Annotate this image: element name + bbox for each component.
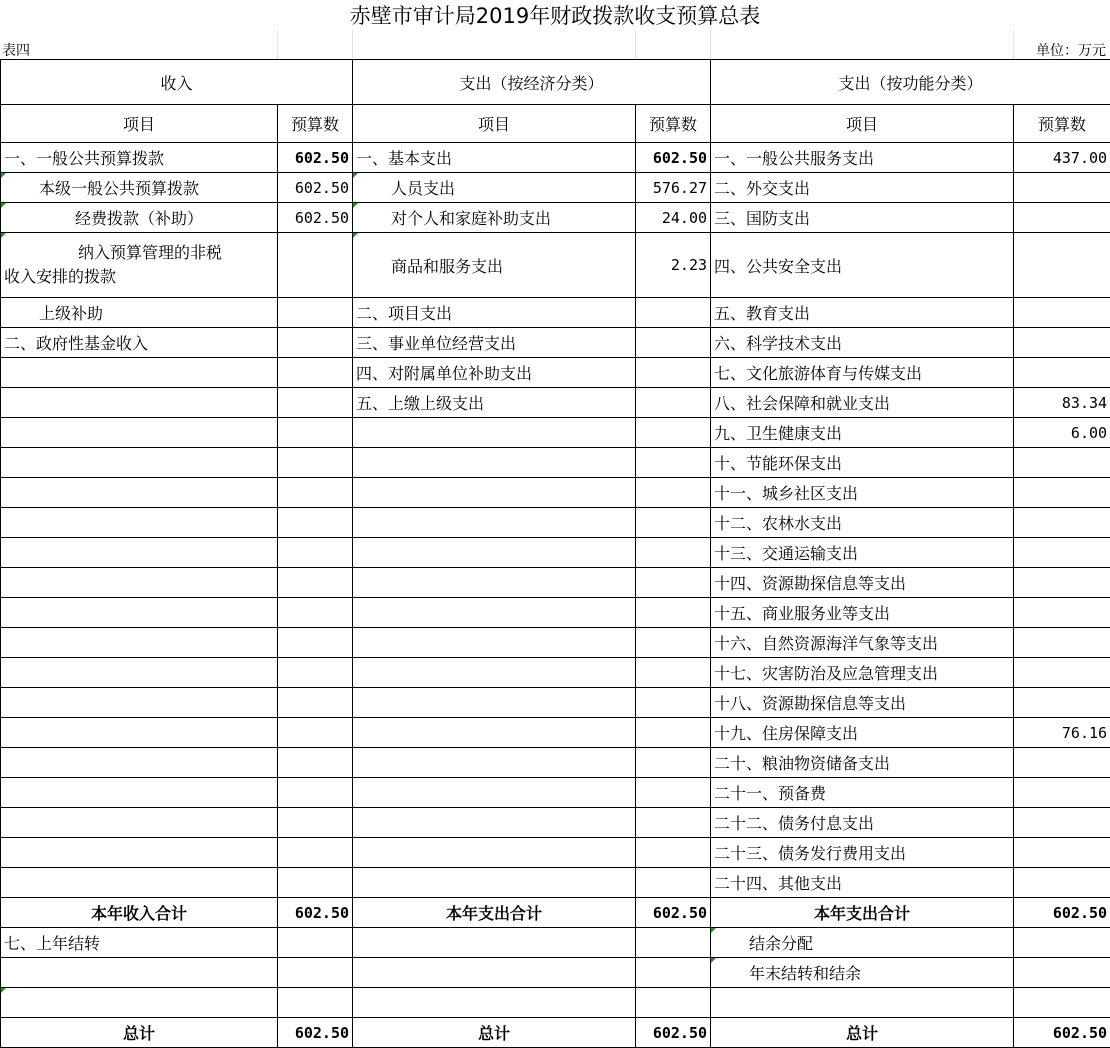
column-header-row bbox=[1, 105, 1110, 143]
income-amount-cell bbox=[278, 928, 353, 958]
func-item-cell: 一、一般公共服务支出 bbox=[711, 143, 1014, 173]
table-row bbox=[1, 688, 1110, 718]
income-item-cell: 纳入预算管理的非税 收入安排的拨款 bbox=[1, 233, 278, 298]
table-row bbox=[1, 988, 1110, 1018]
econ-amount-cell bbox=[636, 448, 711, 478]
income-item-cell bbox=[1, 628, 278, 658]
income-item-cell bbox=[1, 478, 278, 508]
report-title: 赤壁市审计局2019年财政拨款收支预算总表 bbox=[0, 0, 1110, 33]
func-amount-cell bbox=[1014, 928, 1110, 958]
econ-item-cell bbox=[353, 568, 636, 598]
table-row bbox=[1, 538, 1110, 568]
func-item-cell: 九、卫生健康支出 bbox=[711, 418, 1014, 448]
econ-item-cell bbox=[353, 988, 636, 1018]
income-item-cell: 本级一般公共预算拨款 bbox=[1, 173, 278, 203]
table-number: 表四 bbox=[2, 33, 30, 59]
func-item-cell: 十六、自然资源海洋气象等支出 bbox=[711, 628, 1014, 658]
func-item-cell: 十三、交通运输支出 bbox=[711, 538, 1014, 568]
func-item-cell: 十一、城乡社区支出 bbox=[711, 478, 1014, 508]
func-amount-cell bbox=[1014, 568, 1110, 598]
table-row bbox=[1, 838, 1110, 868]
table-row bbox=[1, 718, 1110, 748]
income-amount-cell bbox=[278, 868, 353, 898]
income-section-header: 收入 bbox=[1, 60, 353, 105]
econ-item-cell bbox=[353, 928, 636, 958]
func-amount-cell bbox=[1014, 203, 1110, 233]
econ-amount-cell bbox=[636, 418, 711, 448]
func-amount-cell bbox=[1014, 478, 1110, 508]
econ-amount-cell bbox=[636, 298, 711, 328]
func-amount-cell bbox=[1014, 838, 1110, 868]
income-item-cell: 一、一般公共预算拨款 bbox=[1, 143, 278, 173]
econ-item-cell bbox=[353, 808, 636, 838]
econ-item-cell bbox=[353, 718, 636, 748]
econ-amount-cell bbox=[636, 718, 711, 748]
table-row bbox=[1, 928, 1110, 958]
income-amount-cell bbox=[278, 778, 353, 808]
income-amount-cell bbox=[278, 688, 353, 718]
income-item-cell bbox=[1, 598, 278, 628]
income-item-cell bbox=[1, 778, 278, 808]
func-amount-cell bbox=[1014, 868, 1110, 898]
income-item-cell: 七、上年结转 bbox=[1, 928, 278, 958]
table-row bbox=[1, 418, 1110, 448]
func-item-cell: 十七、灾害防治及应急管理支出 bbox=[711, 658, 1014, 688]
econ-amount-cell bbox=[636, 598, 711, 628]
income-item-cell bbox=[1, 718, 278, 748]
income-amount-cell bbox=[278, 988, 353, 1018]
income-item-cell bbox=[1, 388, 278, 418]
table-row bbox=[1, 898, 1110, 928]
income-item-cell bbox=[1, 448, 278, 478]
func-amount-cell bbox=[1014, 173, 1110, 203]
income-item-cell bbox=[1, 418, 278, 448]
income-amount-cell: 602.50 bbox=[278, 173, 353, 203]
income-item-cell bbox=[1, 658, 278, 688]
func-item-cell bbox=[711, 988, 1014, 1018]
econ-section-header: 支出（按经济分类） bbox=[353, 60, 711, 105]
econ-item-cell bbox=[353, 598, 636, 628]
econ-amount-cell bbox=[636, 838, 711, 868]
income-amount-cell bbox=[278, 598, 353, 628]
table-row bbox=[1, 568, 1110, 598]
econ-item-cell: 三、事业单位经营支出 bbox=[353, 328, 636, 358]
func-amount-cell: 437.00 bbox=[1014, 143, 1110, 173]
table-row bbox=[1, 448, 1110, 478]
econ-item-cell bbox=[353, 748, 636, 778]
income-item-cell bbox=[1, 958, 278, 988]
func-item-cell: 十二、农林水支出 bbox=[711, 508, 1014, 538]
func-item-cell: 二、外交支出 bbox=[711, 173, 1014, 203]
func-item-cell: 十四、资源勘探信息等支出 bbox=[711, 568, 1014, 598]
econ-item-cell bbox=[353, 538, 636, 568]
func-item-cell: 六、科学技术支出 bbox=[711, 328, 1014, 358]
income-item-cell bbox=[1, 508, 278, 538]
income-amount-cell bbox=[278, 448, 353, 478]
income-amount-cell: 602.50 bbox=[278, 203, 353, 233]
income-amount-cell bbox=[278, 958, 353, 988]
income-item-cell bbox=[1, 988, 278, 1018]
econ-item-cell bbox=[353, 508, 636, 538]
func-item-cell: 十、节能环保支出 bbox=[711, 448, 1014, 478]
func-item-cell: 七、文化旅游体育与传媒支出 bbox=[711, 358, 1014, 388]
econ-amount-cell bbox=[636, 988, 711, 1018]
econ-amount-cell: 602.50 bbox=[636, 898, 711, 928]
func-amount-cell bbox=[1014, 748, 1110, 778]
econ-item-cell: 商品和服务支出 bbox=[353, 233, 636, 298]
func-amount-header: 预算数 bbox=[1014, 105, 1110, 143]
func-amount-cell: 6.00 bbox=[1014, 418, 1110, 448]
func-item-cell: 本年支出合计 bbox=[711, 898, 1014, 928]
econ-item-cell: 四、对附属单位补助支出 bbox=[353, 358, 636, 388]
econ-amount-cell bbox=[636, 748, 711, 778]
income-item-cell bbox=[1, 868, 278, 898]
income-amount-cell bbox=[278, 808, 353, 838]
income-item-cell: 经费拨款（补助） bbox=[1, 203, 278, 233]
func-item-cell: 二十、粮油物资储备支出 bbox=[711, 748, 1014, 778]
econ-item-cell bbox=[353, 778, 636, 808]
income-amount-cell bbox=[278, 658, 353, 688]
table-row bbox=[1, 868, 1110, 898]
income-amount-cell bbox=[278, 388, 353, 418]
income-item-header: 项目 bbox=[1, 105, 278, 143]
func-amount-cell bbox=[1014, 448, 1110, 478]
income-amount-cell bbox=[278, 233, 353, 298]
income-amount-header: 预算数 bbox=[278, 105, 353, 143]
func-amount-cell bbox=[1014, 328, 1110, 358]
econ-item-cell bbox=[353, 628, 636, 658]
table-row bbox=[1, 358, 1110, 388]
econ-amount-cell bbox=[636, 508, 711, 538]
table-row bbox=[1, 778, 1110, 808]
func-amount-cell bbox=[1014, 988, 1110, 1018]
income-amount-cell bbox=[278, 298, 353, 328]
func-item-cell: 四、公共安全支出 bbox=[711, 233, 1014, 298]
income-amount-cell: 602.50 bbox=[278, 1018, 353, 1048]
econ-item-cell: 总计 bbox=[353, 1018, 636, 1048]
econ-amount-cell: 576.27 bbox=[636, 173, 711, 203]
func-item-cell: 三、国防支出 bbox=[711, 203, 1014, 233]
income-item-cell: 本年收入合计 bbox=[1, 898, 278, 928]
func-item-header: 项目 bbox=[711, 105, 1014, 143]
income-amount-cell bbox=[278, 358, 353, 388]
econ-amount-cell bbox=[636, 538, 711, 568]
income-item-cell bbox=[1, 358, 278, 388]
table-row bbox=[1, 1018, 1110, 1048]
econ-amount-cell bbox=[636, 388, 711, 418]
econ-item-cell: 本年支出合计 bbox=[353, 898, 636, 928]
func-amount-cell bbox=[1014, 358, 1110, 388]
func-amount-cell: 83.34 bbox=[1014, 388, 1110, 418]
func-item-cell: 二十三、债务发行费用支出 bbox=[711, 838, 1014, 868]
income-amount-cell bbox=[278, 328, 353, 358]
income-item-cell bbox=[1, 538, 278, 568]
table-row bbox=[1, 233, 1110, 298]
income-amount-cell: 602.50 bbox=[278, 898, 353, 928]
econ-amount-cell: 602.50 bbox=[636, 1018, 711, 1048]
func-amount-cell: 76.16 bbox=[1014, 718, 1110, 748]
table-row bbox=[1, 298, 1110, 328]
func-item-cell: 结余分配 bbox=[711, 928, 1014, 958]
income-amount-cell bbox=[278, 838, 353, 868]
econ-amount-cell bbox=[636, 358, 711, 388]
econ-amount-cell bbox=[636, 928, 711, 958]
func-amount-cell bbox=[1014, 508, 1110, 538]
econ-item-cell bbox=[353, 418, 636, 448]
func-item-cell: 二十四、其他支出 bbox=[711, 868, 1014, 898]
table-row bbox=[1, 478, 1110, 508]
table-row bbox=[1, 748, 1110, 778]
table-body bbox=[1, 143, 1110, 1048]
table-row bbox=[1, 328, 1110, 358]
income-item-cell bbox=[1, 688, 278, 718]
table-row bbox=[1, 628, 1110, 658]
table-row bbox=[1, 808, 1110, 838]
income-amount-cell bbox=[278, 628, 353, 658]
econ-amount-header: 预算数 bbox=[636, 105, 711, 143]
func-amount-cell: 602.50 bbox=[1014, 898, 1110, 928]
func-item-cell: 年末结转和结余 bbox=[711, 958, 1014, 988]
econ-amount-cell: 602.50 bbox=[636, 143, 711, 173]
econ-amount-cell: 2.23 bbox=[636, 233, 711, 298]
econ-item-cell bbox=[353, 448, 636, 478]
income-amount-cell bbox=[278, 538, 353, 568]
func-amount-cell bbox=[1014, 808, 1110, 838]
income-item-cell bbox=[1, 568, 278, 598]
econ-item-cell: 对个人和家庭补助支出 bbox=[353, 203, 636, 233]
table-row bbox=[1, 203, 1110, 233]
func-amount-cell bbox=[1014, 778, 1110, 808]
func-item-cell: 二十二、债务付息支出 bbox=[711, 808, 1014, 838]
econ-item-cell: 一、基本支出 bbox=[353, 143, 636, 173]
income-item-cell bbox=[1, 838, 278, 868]
econ-amount-cell bbox=[636, 868, 711, 898]
income-amount-cell bbox=[278, 508, 353, 538]
econ-item-cell bbox=[353, 658, 636, 688]
econ-amount-cell bbox=[636, 568, 711, 598]
income-item-cell bbox=[1, 808, 278, 838]
econ-amount-cell bbox=[636, 688, 711, 718]
func-item-cell: 十五、商业服务业等支出 bbox=[711, 598, 1014, 628]
func-item-cell: 十八、资源勘探信息等支出 bbox=[711, 688, 1014, 718]
income-item-cell bbox=[1, 748, 278, 778]
econ-amount-cell bbox=[636, 958, 711, 988]
budget-table bbox=[0, 59, 1110, 1048]
econ-amount-cell bbox=[636, 808, 711, 838]
func-item-cell: 总计 bbox=[711, 1018, 1014, 1048]
econ-item-cell: 人员支出 bbox=[353, 173, 636, 203]
econ-item-cell: 五、上缴上级支出 bbox=[353, 388, 636, 418]
func-item-cell: 十九、住房保障支出 bbox=[711, 718, 1014, 748]
econ-item-cell bbox=[353, 838, 636, 868]
income-item-cell: 上级补助 bbox=[1, 298, 278, 328]
unit-label: 单位：万元 bbox=[1036, 33, 1106, 59]
econ-amount-cell bbox=[636, 478, 711, 508]
income-amount-cell bbox=[278, 748, 353, 778]
income-amount-cell: 602.50 bbox=[278, 143, 353, 173]
table-row bbox=[1, 173, 1110, 203]
econ-amount-cell bbox=[636, 328, 711, 358]
func-item-cell: 八、社会保障和就业支出 bbox=[711, 388, 1014, 418]
func-amount-cell bbox=[1014, 538, 1110, 568]
table-row bbox=[1, 598, 1110, 628]
income-amount-cell bbox=[278, 478, 353, 508]
func-amount-cell bbox=[1014, 658, 1110, 688]
func-amount-cell bbox=[1014, 233, 1110, 298]
table-row bbox=[1, 658, 1110, 688]
econ-item-cell bbox=[353, 958, 636, 988]
income-item-cell: 二、政府性基金收入 bbox=[1, 328, 278, 358]
func-amount-cell bbox=[1014, 688, 1110, 718]
func-amount-cell: 602.50 bbox=[1014, 1018, 1110, 1048]
func-amount-cell bbox=[1014, 958, 1110, 988]
econ-item-cell bbox=[353, 688, 636, 718]
func-amount-cell bbox=[1014, 628, 1110, 658]
func-section-header: 支出（按功能分类） bbox=[711, 60, 1110, 105]
func-item-cell: 五、教育支出 bbox=[711, 298, 1014, 328]
econ-item-header: 项目 bbox=[353, 105, 636, 143]
econ-amount-cell bbox=[636, 658, 711, 688]
table-row bbox=[1, 143, 1110, 173]
table-row bbox=[1, 388, 1110, 418]
func-amount-cell bbox=[1014, 298, 1110, 328]
table-row bbox=[1, 508, 1110, 538]
econ-amount-cell bbox=[636, 778, 711, 808]
econ-item-cell: 二、项目支出 bbox=[353, 298, 636, 328]
econ-amount-cell bbox=[636, 628, 711, 658]
table-row bbox=[1, 958, 1110, 988]
income-amount-cell bbox=[278, 718, 353, 748]
section-header-row bbox=[1, 60, 1110, 105]
income-amount-cell bbox=[278, 418, 353, 448]
econ-amount-cell: 24.00 bbox=[636, 203, 711, 233]
income-item-cell: 总计 bbox=[1, 1018, 278, 1048]
func-item-cell: 二十一、预备费 bbox=[711, 778, 1014, 808]
econ-item-cell bbox=[353, 478, 636, 508]
func-amount-cell bbox=[1014, 598, 1110, 628]
econ-item-cell bbox=[353, 868, 636, 898]
income-amount-cell bbox=[278, 568, 353, 598]
